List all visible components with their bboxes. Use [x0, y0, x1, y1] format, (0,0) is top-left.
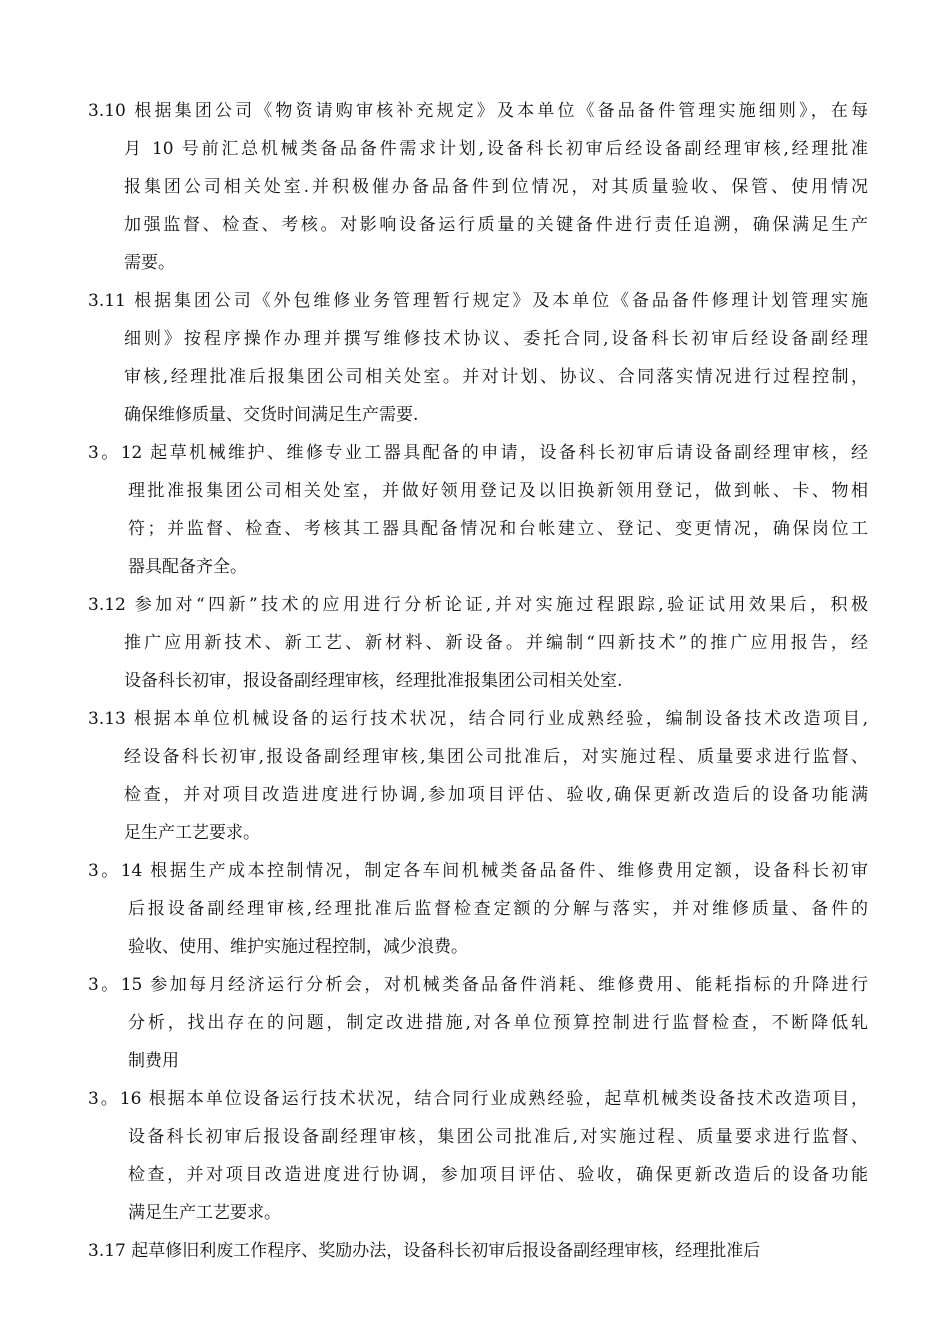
clause-list [88, 96, 868, 1274]
clause-continuation-line: 设备科长初审后报设备副经理审核，集团公司批准后,对实施过程、质量要求进行监督、 [128, 1127, 868, 1147]
clause-first-line: 3.12 参加对“四新”技术的应用进行分析论证,并对实施过程跟踪,验证试用效果后，积极 [88, 595, 868, 615]
clause-item [88, 590, 868, 696]
clause-continuation-line: 器具配备齐全。 [128, 557, 247, 577]
clause-item [88, 438, 868, 582]
clause-item [88, 1236, 868, 1266]
clause-continuation-line: 符；并监督、检查、考核其工器具配备情况和台帐建立、登记、变更情况，确保岗位工 [128, 519, 868, 539]
clause-continuation-line: 理批准报集团公司相关处室，并做好领用登记及以旧换新领用登记，做到帐、卡、物相 [128, 481, 868, 501]
clause-continuation-line: 检查，并对项目改造进度进行协调，参加项目评估、验收，确保更新改造后的设备功能 [128, 1165, 868, 1185]
clause-continuation-line: 制费用 [128, 1051, 179, 1071]
clause-item [88, 856, 868, 962]
clause-continuation-line: 细则》按程序操作办理并撰写维修技术协议、委托合同,设备科长初审后经设备副经理 [124, 329, 868, 349]
clause-continuation-line: 月 10 号前汇总机械类备品备件需求计划,设备科长初审后经设备副经理审核,经理批准 [124, 139, 868, 159]
clause-first-line: 3。16 根据本单位设备运行技术状况，结合同行业成熟经验，起草机械类设备技术改造项目， [88, 1089, 868, 1109]
clause-continuation-line: 后报设备副经理审核,经理批准后监督检查定额的分解与落实，并对维修质量、备件的 [128, 899, 868, 919]
clause-continuation-line: 确保维修质量、交货时间满足生产需要. [124, 405, 419, 425]
clause-continuation-line: 检查，并对项目改造进度进行协调,参加项目评估、验收,确保更新改造后的设备功能满 [124, 785, 868, 805]
clause-continuation-line: 足生产工艺要求。 [124, 823, 260, 843]
clause-item [88, 704, 868, 848]
clause-item [88, 1084, 868, 1228]
clause-continuation-line: 加强监督、检查、考核。对影响设备运行质量的关键备件进行责任追溯，确保满足生产 [124, 215, 868, 235]
clause-item [88, 970, 868, 1076]
clause-continuation-line: 审核,经理批准后报集团公司相关处室。并对计划、协议、合同落实情况进行过程控制， [124, 367, 868, 387]
clause-first-line: 3。14 根据生产成本控制情况，制定各车间机械类备品备件、维修费用定额，设备科长初审 [88, 861, 868, 881]
clause-continuation-line: 验收、使用、维护实施过程控制，减少浪费。 [128, 937, 468, 957]
clause-continuation-line: 分析，找出存在的问题，制定改进措施,对各单位预算控制进行监督检查，不断降低轧 [128, 1013, 868, 1033]
clause-first-line: 3。15 参加每月经济运行分析会，对机械类备品备件消耗、维修费用、能耗指标的升降进行 [88, 975, 868, 995]
clause-continuation-line: 设备科长初审，报设备副经理审核，经理批准报集团公司相关处室. [124, 671, 623, 691]
clause-item [88, 286, 868, 430]
clause-continuation-line: 推广应用新技术、新工艺、新材料、新设备。并编制“四新技术”的推广应用报告，经 [124, 633, 868, 653]
clause-item [88, 96, 868, 278]
clause-continuation-line: 报集团公司相关处室.并积极催办备品备件到位情况，对其质量验收、保管、使用情况 [124, 177, 868, 197]
clause-first-line: 3.13 根据本单位机械设备的运行技术状况，结合同行业成熟经验，编制设备技术改造项目, [88, 709, 868, 729]
clause-first-line: 3.11 根据集团公司《外包维修业务管理暂行规定》及本单位《备品备件修理计划管理实施 [88, 291, 868, 311]
clause-first-line: 3.17 起草修旧利废工作程序、奖励办法，设备科长初审后报设备副经理审核，经理批准后 [88, 1241, 761, 1261]
clause-continuation-line: 经设备科长初审,报设备副经理审核,集团公司批准后，对实施过程、质量要求进行监督、 [124, 747, 868, 767]
clause-first-line: 3。12 起草机械维护、维修专业工器具配备的申请，设备科长初审后请设备副经理审核，经 [88, 443, 868, 463]
clause-continuation-line: 满足生产工艺要求。 [128, 1203, 281, 1223]
clause-continuation-line: 需要。 [124, 253, 175, 273]
clause-first-line: 3.10 根据集团公司《物资请购审核补充规定》及本单位《备品备件管理实施细则》，在每 [88, 101, 868, 121]
